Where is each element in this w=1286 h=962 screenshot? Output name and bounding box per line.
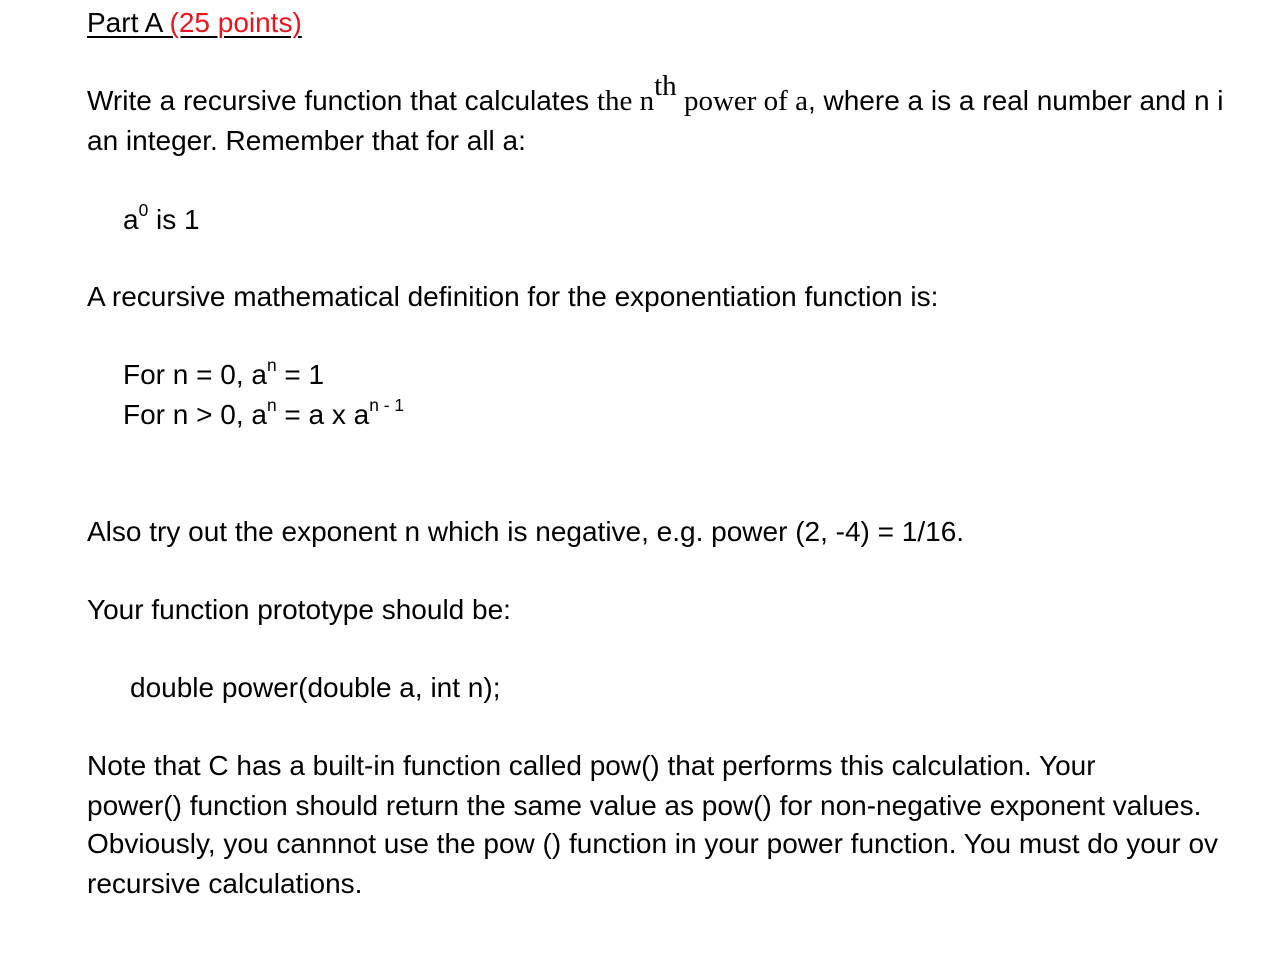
intro-serif-power: power of a [676,85,808,117]
function-prototype: double power(double a, int n); [130,672,501,703]
note-line-1: Note that C has a built-in function called pow() that performs this calculation. Your [87,750,1096,781]
case-positive-exponent-n-minus-1: n - 1 [369,395,404,416]
case-zero-prefix: For n = 0, a [123,359,267,390]
intro-superscript-th: th [654,70,677,103]
definition-case-zero [123,355,325,392]
intro-line-2: an integer. Remember that for all a: [87,125,526,156]
case-positive-exponent: n [266,395,277,416]
definition-intro: A recursive mathematical definition for the exponentiation function is: [87,281,939,312]
base-fact-exponent: 0 [138,200,149,221]
intro-serif-the: the n [596,85,655,117]
case-zero-rest: = 1 [276,359,325,390]
points-label: (25 points) [169,7,302,38]
base-fact-base: a [123,204,139,235]
negative-exponent-note: Also try out the exponent n which is negative, e.g. power (2, -4) = 1/16. [87,516,965,547]
note-line-3: Obviously, you cannnot use the pow () function in your power function. You must do your ov [87,828,1219,859]
note-line-2: power() function should return the same value as pow() for non-negative exponent values. [87,790,1202,821]
intro-text-start: Write a recursive function that calculates [87,85,597,116]
case-positive-prefix: For n > 0, a [123,399,267,430]
note-line-4: recursive calculations. [87,868,363,899]
case-zero-exponent: n [266,355,277,376]
part-label: Part A [87,7,170,38]
part-heading [87,6,302,40]
case-positive-mid: = a x a [276,399,370,430]
prototype-intro: Your function prototype should be: [87,594,511,625]
definition-case-positive [123,395,404,432]
intro-text-end: , where a is a real number and n i [807,85,1224,116]
base-fact-rest: is 1 [148,204,200,235]
intro-line-1 [87,70,1224,118]
base-fact [123,200,200,237]
